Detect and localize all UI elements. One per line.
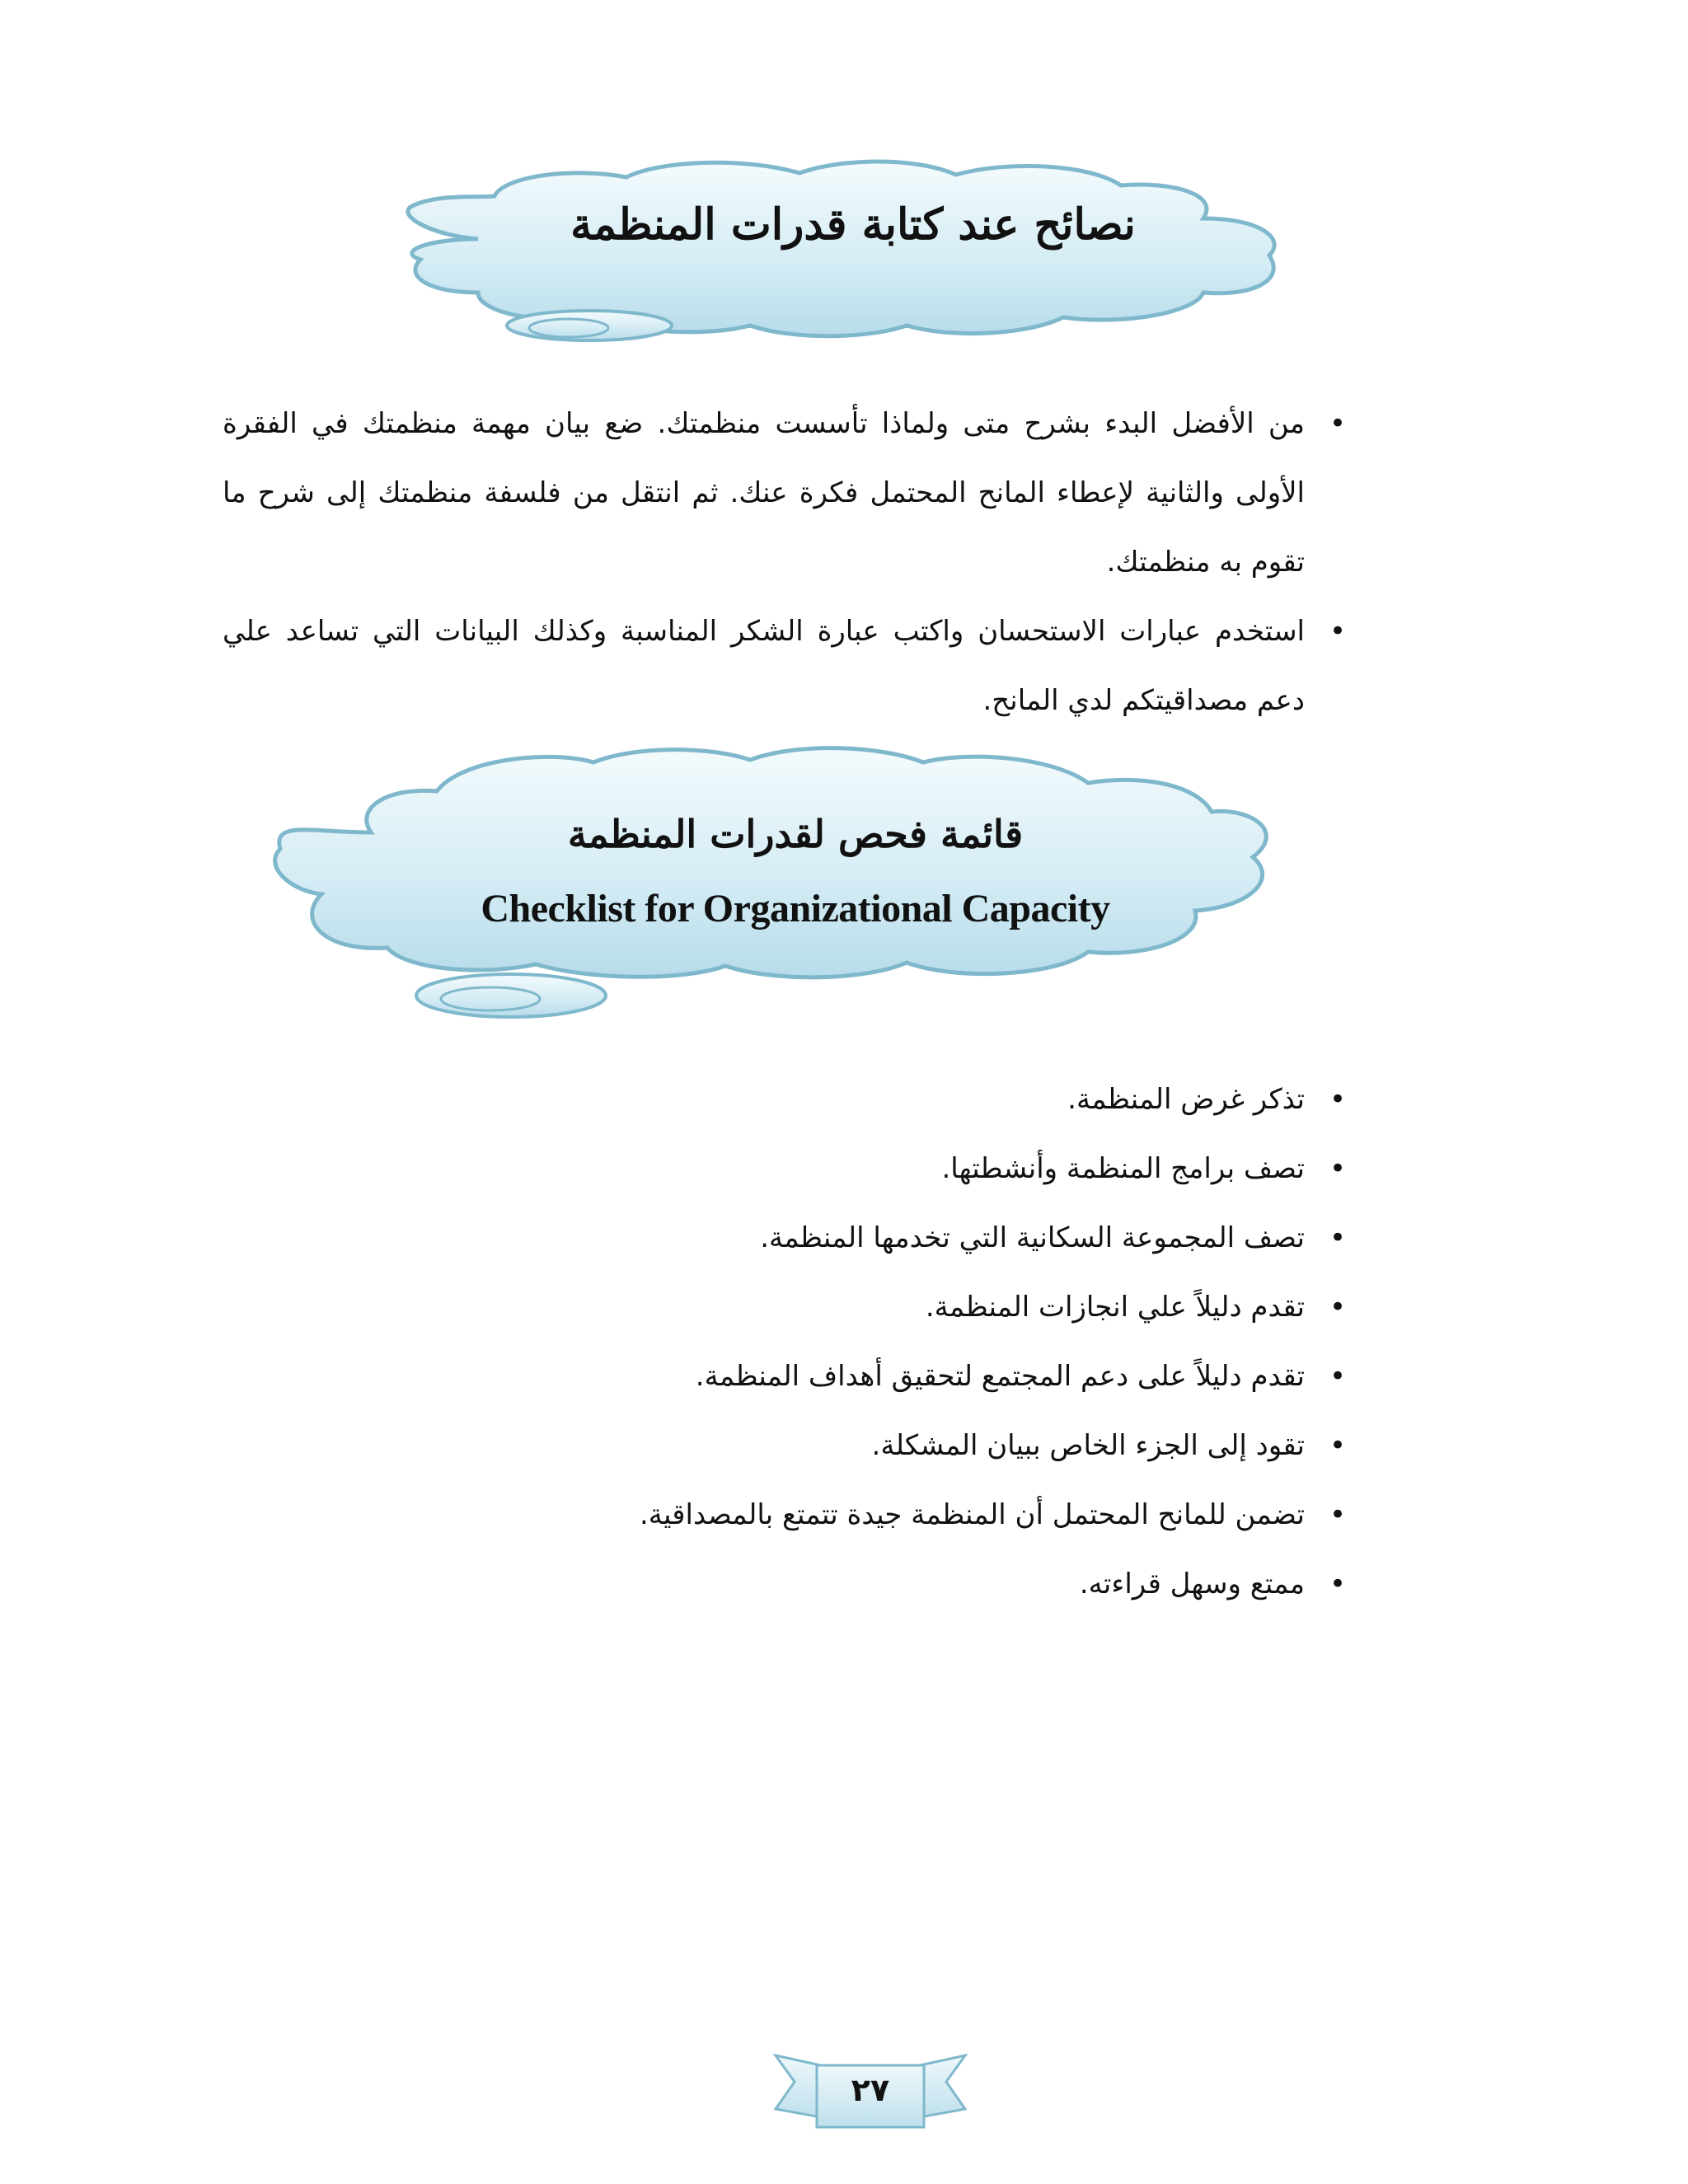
checklist-title-arabic: قائمة فحص لقدرات المنظمة <box>567 812 1024 856</box>
cloud-shape-icon <box>379 157 1294 354</box>
list-item: • استخدم عبارات الاستحسان واكتب عبارة الشكر المناسبة وكذلك البيانات التي تساعد علي دعم مصداقيتكم لدي المانح. <box>223 597 1346 735</box>
list-item: • من الأفضل البدء بشرح متى ولماذا تأسست منظمتك. ضع بيان مهمة منظمتك في الفقرة الأولى والثانية لإعطاء المانح المحتمل فكرة عنك. ثم انتقل من فلسفة منظمتك إلى شرح ما تقوم به منظمتك. <box>223 389 1346 597</box>
page-number-ribbon <box>771 2047 969 2138</box>
list-item: • تذكر غرض المنظمة. <box>357 1065 1346 1134</box>
checklist-list <box>357 1065 1346 1619</box>
checklist-title-english: Checklist for Organizational Capacity <box>481 887 1110 930</box>
list-item: • ممتع وسهل قراءته. <box>357 1549 1346 1619</box>
list-item: • تضمن للمانح المحتمل أن المنظمة جيدة تتمتع بالمصداقية. <box>357 1480 1346 1549</box>
section-title: نصائح عند كتابة قدرات المنظمة <box>570 199 1136 250</box>
list-item: • تصف المجموعة السكانية التي تخدمها المنظمة. <box>357 1203 1346 1272</box>
list-item: • تصف برامج المنظمة وأنشطتها. <box>357 1134 1346 1203</box>
list-item: • تقدم دليلاً على دعم المجتمع لتحقيق أهداف المنظمة. <box>357 1342 1346 1411</box>
section-title-cloud <box>379 157 1294 354</box>
list-item: • تقدم دليلاً علي انجازات المنظمة. <box>357 1272 1346 1342</box>
checklist-title-cloud <box>264 742 1327 1038</box>
tips-list <box>223 389 1346 735</box>
list-item: • تقود إلى الجزء الخاص ببيان المشكلة. <box>357 1411 1346 1480</box>
page-number: ٢٧ <box>851 2072 890 2108</box>
